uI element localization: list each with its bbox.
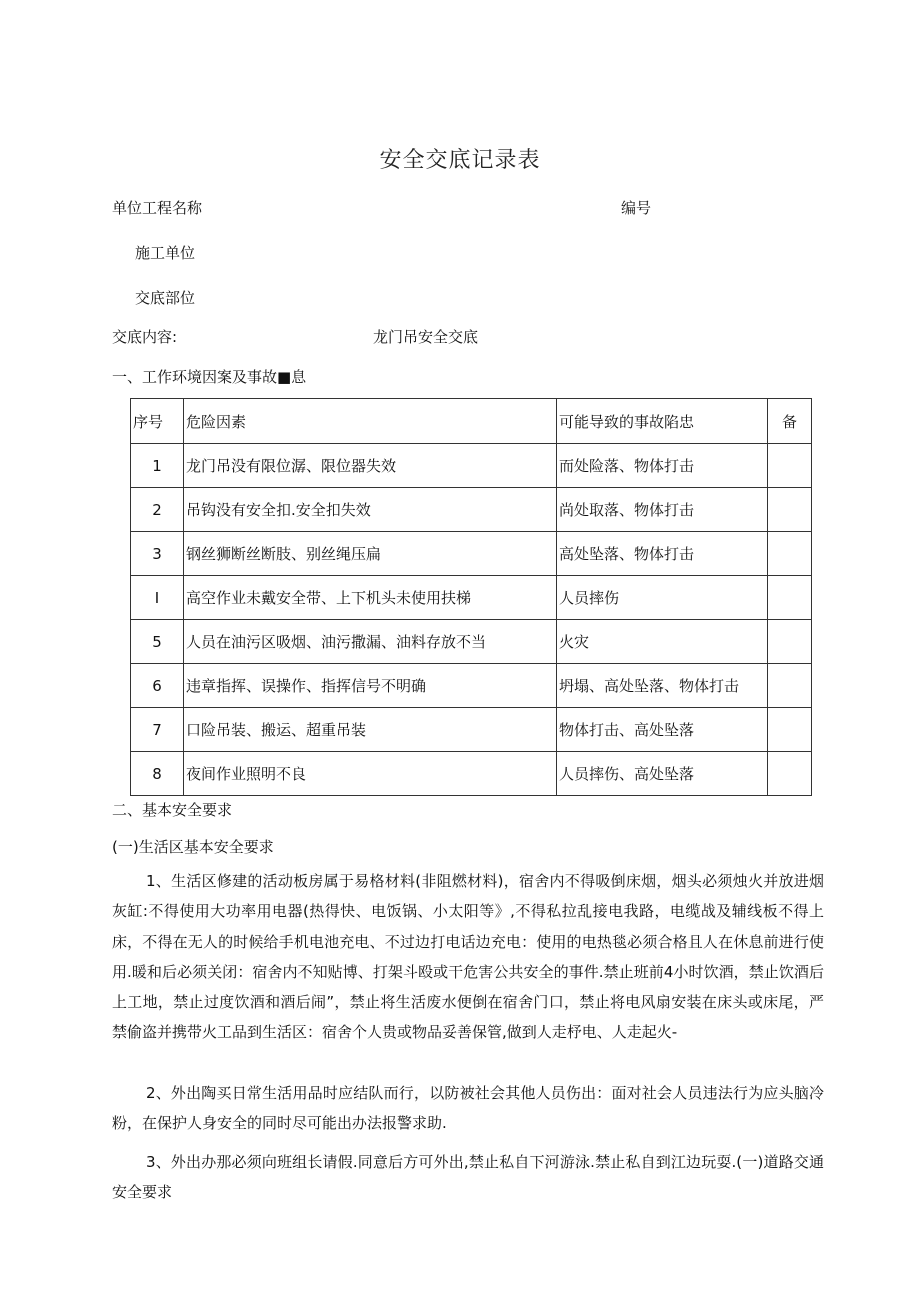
row-accident: 物体打击、高处坠落 [557, 708, 768, 752]
table-row [131, 488, 812, 532]
hazard-table [130, 398, 812, 796]
row-no: 2 [131, 488, 184, 532]
row-accident: 火灾 [557, 620, 768, 664]
row-no: 8 [131, 752, 184, 796]
row-no: I [131, 576, 184, 620]
row-no: 5 [131, 620, 184, 664]
row-accident: 高处坠落、物体打击 [557, 532, 768, 576]
section2-heading: 二、基本安全要求 [112, 801, 233, 819]
row-factor: 龙门吊没有限位潺、限位器失效 [184, 444, 557, 488]
row-remark [768, 444, 812, 488]
row-accident: 尚处取落、物体打击 [557, 488, 768, 532]
header-accident: 可能导致的事故陷忠 [557, 399, 768, 444]
header-remark: 备 [768, 399, 812, 444]
project-name-label: 单位工程名称 [112, 199, 203, 217]
paragraph-1: 1、生活区修建的活动板房属于易格材料(非阻燃材料)，宿舍内不得吸倒床烟，烟头必须烛火并放进烟灰缸:不得使用大功率用电器(热得快、电饭锅、小太阳等》,不得私拉乱接电我路，电缆战及辅线板不得上床，不得在无人的时候给手机电池充电、不过边打电话边充电：使用的电热毯必须合格且人在休息前进行使用.暖和后必须关闭：宿舍内不知贴博、打架斗殴或干危害公共安全的事件.禁止班前4小时饮酒，禁止饮酒后上工地，禁止过度饮酒和酒后闹”，禁止将生活废水便倒在宿舍门口，禁止将电风扇安装在床头或床尾，严禁偷盗并携带火工品到生活区：宿舍个人贵或物品妥善保管,做到人走杼电、人走起火- [112, 872, 824, 1042]
paragraph-2: 2、外出陶买日常生活用品时应结队而行，以防被社会其他人员伤出：面对社会人员违法行为应头脑冷粉，在保护人身安全的同时尽可能出办法报警求助. [112, 1084, 824, 1133]
table-row [131, 576, 812, 620]
row-accident: 而处险落、物体打击 [557, 444, 768, 488]
row-accident: 坍塌、高处坠落、物体打击 [557, 664, 768, 708]
row-factor: 违章指挥、误操作、指挥信号不明确 [184, 664, 557, 708]
paragraph-3: 3、外出办那必须向班组长请假.同意后方可外出,禁止私自下河游泳.禁止私自到江边玩耍.(一)道路交通安全要求 [112, 1153, 824, 1202]
section2-subheading: (一)生活区基本安全要求 [112, 838, 274, 856]
row-factor: 人员在油污区吸烟、油污撒漏、油料存放不当 [184, 620, 557, 664]
table-row [131, 444, 812, 488]
table-row [131, 752, 812, 796]
row-accident: 人员摔伤、高处坠落 [557, 752, 768, 796]
row-factor: 高空作业未戴安全带、上下机头未使用扶梯 [184, 576, 557, 620]
section1-heading: 一、工作环境因案及事故■息 [112, 368, 307, 386]
row-remark [768, 664, 812, 708]
number-label: 编号 [621, 199, 652, 217]
table-row [131, 620, 812, 664]
row-no: 3 [131, 532, 184, 576]
table-row [131, 664, 812, 708]
constructor-label: 施工单位 [135, 244, 196, 262]
table-header-row [131, 399, 812, 444]
row-remark [768, 708, 812, 752]
content-label: 交底内容: [112, 328, 178, 346]
row-remark [768, 576, 812, 620]
row-factor: 口险吊装、搬运、超重吊装 [184, 708, 557, 752]
row-factor: 吊钩没有安全扣.安全扣失效 [184, 488, 557, 532]
row-remark [768, 532, 812, 576]
row-factor: 钢丝狮断丝断肢、别丝绳压扁 [184, 532, 557, 576]
content-value: 龙门吊安全交底 [373, 328, 479, 346]
row-factor: 夜间作业照明不良 [184, 752, 557, 796]
table-row [131, 532, 812, 576]
location-label: 交底部位 [135, 289, 196, 307]
row-remark [768, 752, 812, 796]
table-row [131, 708, 812, 752]
header-no: 序号 [131, 399, 184, 444]
row-accident: 人员摔伤 [557, 576, 768, 620]
row-no: 7 [131, 708, 184, 752]
row-no: 1 [131, 444, 184, 488]
document-title: 安全交底记录表 [379, 148, 541, 173]
row-remark [768, 488, 812, 532]
row-no: 6 [131, 664, 184, 708]
row-remark [768, 620, 812, 664]
header-factor: 危险因素 [184, 399, 557, 444]
